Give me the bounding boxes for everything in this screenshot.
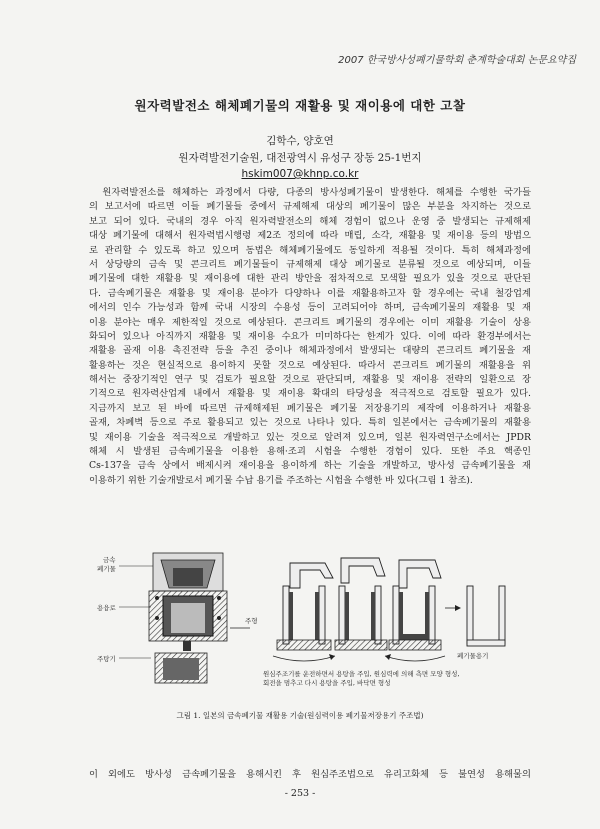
body-line: 재활용 골재 이용 촉진전략 등을 추진 중이나 해체과정에서 발생되는 대량의 콘크리트 폐기물을 재	[89, 345, 531, 357]
label-furnace: 용융로	[97, 604, 116, 612]
running-header: 2007 한국방사성폐기물학회 춘계학술대회 논문요약집	[338, 55, 576, 66]
furnace-drawing	[149, 553, 227, 683]
body-line: 다. 금속폐기물은 재활용 및 재이용 분야가 다양하나 이를 재활용하고자 할 경우에는 국내 철강업계	[89, 287, 531, 299]
body-text	[89, 186, 531, 488]
body-line: 로 관리할 수 있도록 하고 있으며 동법은 해체폐기물에도 동일하게 적용될 것이다. 특히 해체과정에	[89, 244, 531, 256]
body-line: 지금까지 보고 된 바에 따르면 규제해제된 폐기물은 폐기물 저장용기의 제작에 이용하거나 재활용	[89, 402, 531, 414]
email-address: hskim007@khnp.co.kr	[241, 168, 359, 180]
body-line: 보고 되어 있다. 국내의 경우 아직 원자력발전소의 해체 경험이 없으나 운영 중 발생되는 규제해제	[89, 215, 531, 227]
label-metal-waste-1: 금속	[103, 556, 116, 564]
body-line: 의 보고서에 따르면 이들 폐기물들 중에서 규제해제 대상의 폐기물이 많은 부분을 차지하는 것으로	[89, 201, 531, 213]
casting-stage-3	[385, 560, 445, 661]
body-line: 골재, 차폐벽 등으로 주로 활용되고 있는 것으로 나타나 있다. 특히 일본에서는 금속폐기물의 재활용	[89, 417, 531, 429]
body-line: 이용 분야는 매우 제한적일 것으로 예상된다. 콘크리트 폐기물의 경우에는 이미 재활용 기술이 상용	[89, 316, 531, 328]
body-line: Cs-137을 금속 상에서 배제시켜 재이용을 용이하게 하는 기술을 개발하고, 방사성 금속폐기물을 재	[89, 460, 531, 472]
label-ladle: 주탕기	[97, 655, 116, 663]
body-line: 원자력발전소를 해체하는 과정에서 다량, 다종의 방사성폐기물이 발생한다. 해체를 수행한 국가들	[89, 187, 531, 198]
casting-stage-1	[273, 563, 335, 661]
email	[0, 168, 600, 180]
body-line: 폐기물에 대한 재활용 및 재이용에 대한 관리 방안을 점차적으로 모색할 필요가 있을 것으로 판단된	[89, 273, 531, 285]
page-number: - 253 -	[284, 788, 316, 799]
label-metal-waste-2: 폐기물	[97, 565, 116, 573]
body-line: 대상 폐기물에 대해서 원자력법시행령 제2조 정의에 따라 매립, 소각, 재활용 및 재이용 등의 방법으	[89, 230, 531, 242]
label-container: 폐기물용기	[457, 652, 489, 660]
casting-stage-2	[335, 558, 387, 650]
casting-process-figure	[95, 548, 515, 708]
body-line: 이용하기 위한 기술개발로서 폐기물 수납 용기를 주조하는 시험을 수행한 바 있다(그림 1 참조).	[89, 474, 473, 486]
body-line: 서 상당량의 금속 및 콘크리트 폐기물들이 규제해제 대상 폐기물로 분류될 것으로 예상되며, 이들	[89, 258, 531, 270]
paper-title: 원자력발전소 해체폐기물의 재활용 및 재이용에 대한 고찰	[134, 98, 466, 113]
figure-note-2: 회전을 멈추고 다시 용탕을 주입, 바닥면 형성	[263, 679, 391, 687]
body-line: 해서는 중장기적인 연구 및 검토가 필요할 것으로 판단되며, 재활용 및 재이용 전략의 일환으로 장	[89, 374, 531, 386]
body-line: 및 재이용 기술을 적극적으로 개발하고 있는 것으로 알려져 있으며, 일본 원자력연구소에서는 JPDR	[89, 431, 531, 443]
body-line: 해체 시 발생된 금속폐기물을 이용한 용해·조괴 시험을 수행한 경험이 있다. 또한 주요 핵종인	[89, 446, 531, 458]
figure-note-1: 원심주조기를 운전하면서 용탕을 주입, 원심력에 의해 측면 모양 형성,	[263, 670, 460, 678]
label-mold: 주형	[245, 617, 258, 625]
affiliation: 원자력발전기술원, 대전광역시 유성구 장동 25-1번지	[178, 152, 422, 164]
body-continuation: 이 외에도 방사성 금속폐기물을 용해시킨 후 원심주조법으로 유리고화체 등 불연성 용해물의	[89, 769, 531, 780]
waste-container-drawing	[467, 586, 505, 646]
body-line: 에서의 인수 가능성과 함께 국내 시장의 수용성 등이 고려되어야 하며, 금속폐기물의 재활용 및 재	[89, 302, 531, 314]
authors: 김학수, 양호연	[266, 135, 334, 147]
body-line: 기적으로 원자력산업계 내에서 재활용 및 재이용 확대의 타당성을 적극적으로 검토할 필요가 있다.	[89, 388, 531, 400]
body-line: 화되어 있으나 아직까지 재활용 및 재이용 수요가 미미하다는 한계가 있다. 이에 따라 환경부에서는	[89, 330, 531, 342]
body-line: 활용하는 것은 현실적으로 용이하지 못할 것으로 예상된다. 따라서 콘크리트 폐기물의 재활용을 위	[89, 359, 531, 371]
figure-caption: 그림 1. 일본의 금속폐기물 재활용 기술(원심력이용 폐기물저장용기 주조법)	[176, 711, 424, 720]
